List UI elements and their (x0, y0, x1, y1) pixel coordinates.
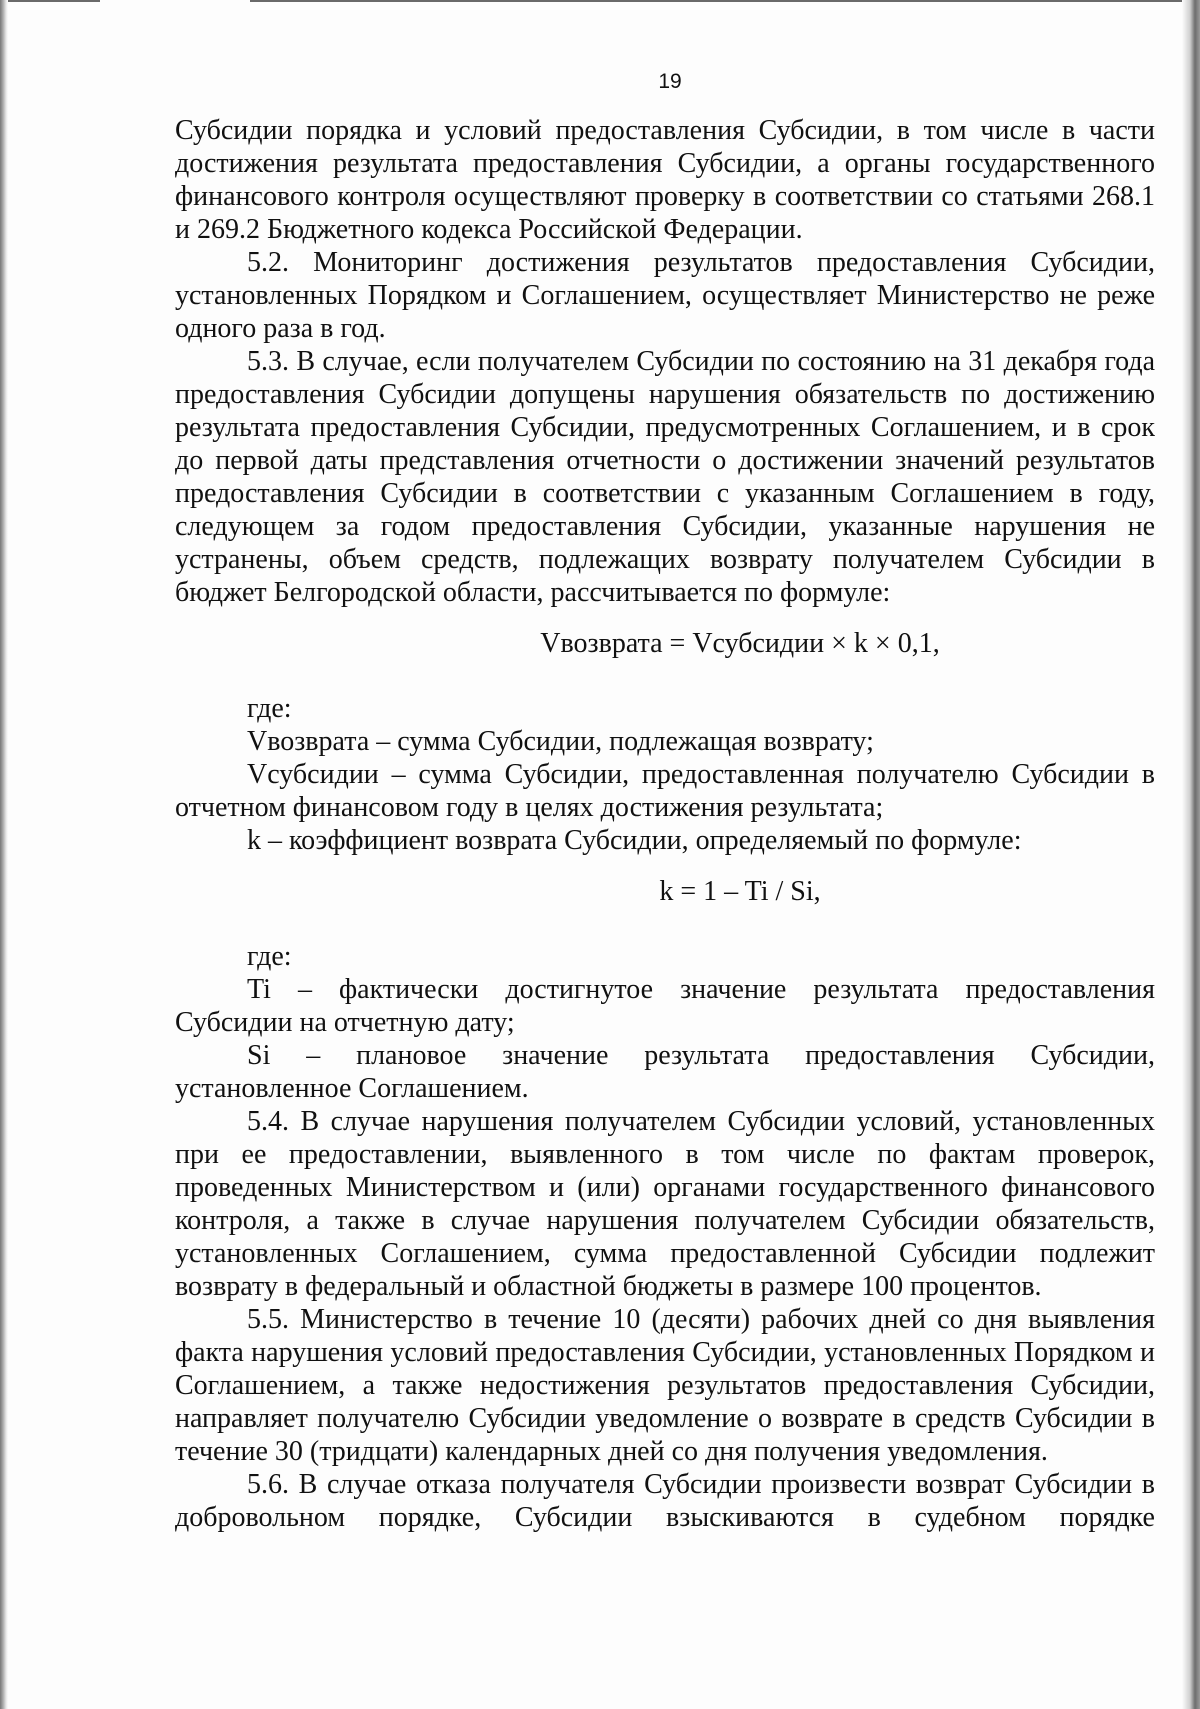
definition-v-return: Vвозврата – сумма Субсидии, подлежащая возврату; (247, 726, 874, 757)
formula-coefficient: k = 1 – Ti / Si, (659, 876, 821, 907)
scan-border-left (0, 0, 8, 1709)
paragraph-5-3: 5.3. В случае, если получателем Субсидии по состоянию на 31 декабря года предоставления Субсидии допущены нарушения обязательств по достижению результата предоставления Субсидии, предусмотренных Соглашением, и в срок до первой даты представления отчетности о достижении значений результатов предоставления Субсидии в соответствии с указанным Соглашением в году, следующем за годом предоставления Субсидии, указанные нарушения не устранены, объем средств, подлежащих возврату получателем Субсидии в бюджет Белгородской области, рассчитывается по формуле: (175, 346, 1155, 608)
page-number: 19 (658, 70, 682, 93)
document-body (175, 114, 1155, 1534)
definition-si: Si – плановое значение результата предоставления Субсидии, установленное Соглашением. (175, 1040, 1155, 1104)
where-label: где: (247, 693, 292, 724)
scan-border-gap (100, 0, 250, 3)
paragraph-continuation: Субсидии порядка и условий предоставления Субсидии, в том числе в части достижения результата предоставления Субсидии, а органы государственного финансового контроля осуществляют проверку в соответствии со статьями 268.1 и 269.2 Бюджетного кодекса Российской Федерации. (175, 115, 1155, 245)
formula-return-volume: Vвозврата = Vсубсидии × k × 0,1, (540, 628, 940, 659)
paragraph-5-2: 5.2. Мониторинг достижения результатов предоставления Субсидии, установленных Порядком и Соглашением, осуществляет Министерство не реже одного раза в год. (175, 247, 1155, 344)
definition-v-subsidy: Vсубсидии – сумма Субсидии, предоставленная получателю Субсидии в отчетном финансовом году в целях достижения результата; (175, 759, 1155, 823)
definition-ti: Ti – фактически достигнутое значение результата предоставления Субсидии на отчетную дату; (175, 974, 1155, 1038)
scan-border-right (1182, 0, 1200, 1709)
paragraph-5-6: 5.6. В случае отказа получателя Субсидии произвести возврат Субсидии в добровольном порядке, Субсидии взыскиваются в судебном порядке (175, 1469, 1155, 1533)
paragraph-5-4: 5.4. В случае нарушения получателем Субсидии условий, установленных при ее предоставлении, выявленного в том числе по фактам проверок, проведенных Министерством и (или) органами государственного финансового контроля, а также в случае нарушения получателем Субсидии обязательств, установленных Соглашением, сумма предоставленной Субсидии подлежит возврату в федеральный и областной бюджеты в размере 100 процентов. (175, 1106, 1155, 1302)
where-label: где: (247, 941, 292, 972)
paragraph-5-5: 5.5. Министерство в течение 10 (десяти) рабочих дней со дня выявления факта нарушения условий предоставления Субсидии, установленных Порядком и Соглашением, а также недостижения результатов предоставления Субсидии, направляет получателю Субсидии уведомление о возврате в средств Субсидии в течение 30 (тридцати) календарных дней со дня получения уведомления. (175, 1304, 1155, 1467)
definition-k: k – коэффициент возврата Субсидии, определяемый по формуле: (247, 825, 1022, 856)
